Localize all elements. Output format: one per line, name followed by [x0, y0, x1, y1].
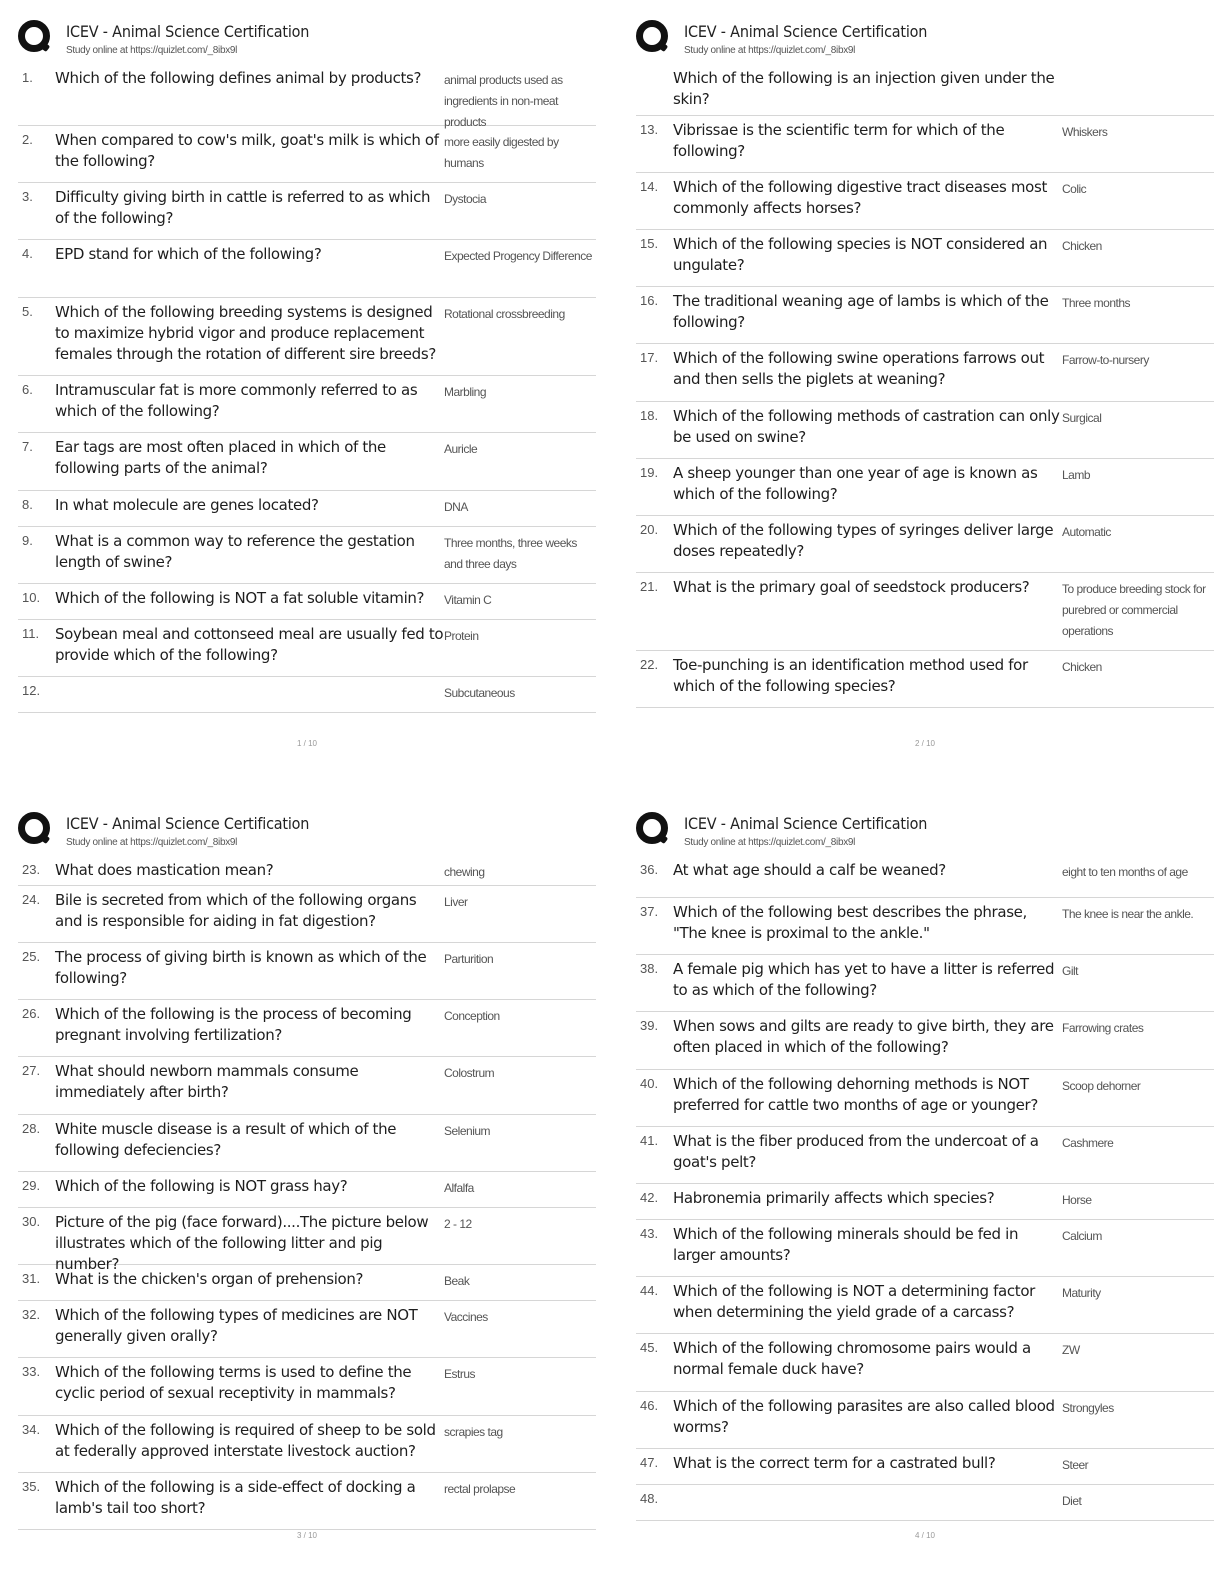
flashcard-row: [636, 573, 1214, 651]
term-question: When compared to cow's milk, goat's milk is which of the following?: [55, 131, 439, 170]
flashcard-row: [636, 1485, 1214, 1521]
term-number: 7.: [22, 439, 33, 454]
term-answer: Conception: [444, 1009, 500, 1023]
term-question: In what molecule are genes located?: [55, 496, 319, 514]
term-number: 21.: [640, 579, 659, 594]
term-answer: Horse: [1062, 1193, 1092, 1207]
term-answer: Lamb: [1062, 468, 1091, 482]
term-question: What does mastication mean?: [55, 861, 274, 879]
term-question: Picture of the pig (face forward)....The picture below illustrates which of the following litter and pig number?: [55, 1213, 429, 1273]
term-number: 18.: [640, 408, 659, 423]
term-question: Which of the following breeding systems is designed to maximize hybrid vigor and produce replacement females through the rotation of different sire breeds?: [55, 303, 436, 363]
flashcard-row: [636, 64, 1214, 116]
term-question: Difficulty giving birth in cattle is referred to as which of the following?: [55, 188, 431, 227]
term-number: 27.: [22, 1063, 41, 1078]
term-number: 44.: [640, 1283, 659, 1298]
quizlet-logo-icon: [18, 20, 50, 52]
document-title: ICEV - Animal Science Certification: [684, 22, 928, 41]
term-answer: Surgical: [1062, 411, 1102, 425]
term-question: What is the correct term for a castrated bull?: [673, 1454, 996, 1472]
term-answer: Automatic: [1062, 525, 1111, 539]
flashcard-list: [18, 856, 596, 1530]
document-title: ICEV - Animal Science Certification: [66, 814, 310, 833]
document-subtitle: Study online at https://quizlet.com/_8ibx9l: [684, 837, 856, 848]
quizlet-logo-icon: [636, 812, 668, 844]
term-number: 35.: [22, 1479, 41, 1494]
term-answer: chewing: [444, 865, 485, 879]
flashcard-row: [636, 459, 1214, 516]
flashcard-row: [18, 376, 596, 433]
term-question: Bile is secreted from which of the following organs and is responsible for aiding in fat digestion?: [55, 891, 417, 930]
term-question: White muscle disease is a result of which of the following defeciencies?: [55, 1120, 397, 1159]
term-question: The traditional weaning age of lambs is which of the following?: [673, 292, 1049, 331]
term-answer: DNA: [444, 500, 468, 514]
term-number: 20.: [640, 522, 659, 537]
term-number: 45.: [640, 1340, 659, 1355]
term-question: Ear tags are most often placed in which of the following parts of the animal?: [55, 438, 386, 477]
term-number: 43.: [640, 1226, 659, 1241]
term-question: What is the chicken's organ of prehension?: [55, 1270, 364, 1288]
term-question: Which of the following is NOT a fat soluble vitamin?: [55, 589, 425, 607]
term-question: Vibrissae is the scientific term for which of the following?: [673, 121, 1005, 160]
term-number: 29.: [22, 1178, 41, 1193]
term-answer: The knee is near the ankle.: [1062, 907, 1194, 921]
flashcard-row: [636, 287, 1214, 344]
page-header: [18, 806, 596, 852]
flashcard-row: [18, 183, 596, 240]
term-number: 19.: [640, 465, 659, 480]
term-question: Which of the following is an injection given under the skin?: [673, 69, 1055, 108]
flashcard-row: [636, 1012, 1214, 1070]
term-answer: Maturity: [1062, 1286, 1101, 1300]
term-number: 36.: [640, 862, 659, 877]
term-number: 38.: [640, 961, 659, 976]
flashcard-row: [18, 1301, 596, 1358]
term-question: Which of the following is required of sheep to be sold at federally approved interstate livestock auction?: [55, 1421, 436, 1460]
term-answer: Beak: [444, 1274, 470, 1288]
term-number: 34.: [22, 1422, 41, 1437]
page-1: [18, 14, 596, 784]
quizlet-logo-icon: [636, 20, 668, 52]
term-number: 33.: [22, 1364, 41, 1379]
term-answer: Estrus: [444, 1367, 476, 1381]
term-number: 17.: [640, 350, 659, 365]
document-subtitle: Study online at https://quizlet.com/_8ibx9l: [66, 45, 238, 56]
flashcard-row: [636, 1392, 1214, 1449]
term-number: 15.: [640, 236, 659, 251]
flashcard-row: [18, 1057, 596, 1115]
term-answer: Whiskers: [1062, 125, 1108, 139]
term-number: 6.: [22, 382, 33, 397]
term-question: Which of the following methods of castration can only be used on swine?: [673, 407, 1060, 446]
term-answer: Colostrum: [444, 1066, 495, 1080]
term-answer: Strongyles: [1062, 1401, 1114, 1415]
term-answer: rectal prolapse: [444, 1482, 516, 1496]
term-number: 3.: [22, 189, 33, 204]
flashcard-row: [636, 230, 1214, 287]
flashcard-row: [636, 1127, 1214, 1184]
flashcard-row: [18, 64, 596, 129]
term-answer: Three months: [1062, 296, 1131, 310]
flashcard-row: [636, 344, 1214, 402]
page-header: [18, 14, 596, 60]
term-question: Which of the following dehorning methods is NOT preferred for cattle two months of age or younger?: [673, 1075, 1038, 1114]
term-question: Toe-punching is an identification method used for which of the following species?: [673, 656, 1028, 695]
term-number: 40.: [640, 1076, 659, 1091]
term-question: What is a common way to reference the gestation length of swine?: [55, 532, 415, 571]
term-question: Intramuscular fat is more commonly referred to as which of the following?: [55, 381, 418, 420]
document-subtitle: Study online at https://quizlet.com/_8ibx9l: [66, 837, 238, 848]
term-number: 39.: [640, 1018, 659, 1033]
flashcard-list: [636, 856, 1214, 1521]
term-question: Which of the following is NOT grass hay?: [55, 1177, 348, 1195]
term-question: Which of the following swine operations farrows out and then sells the piglets at weaning?: [673, 349, 1045, 388]
flashcard-row: [18, 240, 596, 298]
page-number: 3 / 10: [296, 1531, 317, 1540]
flashcard-row: [636, 1220, 1214, 1277]
page-header: [636, 806, 1214, 852]
term-question: Which of the following digestive tract diseases most commonly affects horses?: [673, 178, 1047, 217]
term-question: Which of the following parasites are also called blood worms?: [673, 1397, 1055, 1436]
term-answer: Scoop dehorner: [1062, 1079, 1141, 1093]
term-number: 12.: [22, 683, 41, 698]
flashcard-row: [18, 1265, 596, 1301]
term-answer: Steer: [1062, 1458, 1089, 1472]
term-answer: To produce breeding stock for purebred or commercial operations: [1062, 582, 1206, 638]
term-answer: Expected Progency Difference: [444, 249, 592, 263]
term-question: The process of giving birth is known as which of the following?: [55, 948, 427, 987]
term-question: EPD stand for which of the following?: [55, 245, 322, 263]
document-title: ICEV - Animal Science Certification: [684, 814, 928, 833]
flashcard-row: [636, 1070, 1214, 1127]
flashcard-row: [636, 1184, 1214, 1220]
flashcard-row: [18, 943, 596, 1000]
flashcard-list: [636, 64, 1214, 708]
term-answer: Farrow-to-nursery: [1062, 353, 1149, 367]
flashcard-row: [18, 1115, 596, 1172]
term-number: 37.: [640, 904, 659, 919]
page-4: [636, 806, 1214, 1576]
term-number: 48.: [640, 1491, 659, 1506]
term-number: 16.: [640, 293, 659, 308]
term-answer: 2 - 12: [444, 1217, 472, 1231]
term-number: 30.: [22, 1214, 41, 1229]
term-answer: Dystocia: [444, 192, 487, 206]
page-number: 1 / 10: [296, 739, 317, 748]
term-question: Habronemia primarily affects which species?: [673, 1189, 995, 1207]
term-question: Which of the following terms is used to define the cyclic period of sexual receptivity in mammals?: [55, 1363, 412, 1402]
term-answer: Alfalfa: [444, 1181, 474, 1195]
page-3: [18, 806, 596, 1576]
term-number: 2.: [22, 132, 33, 147]
flashcard-row: [636, 898, 1214, 955]
term-answer: eight to ten months of age: [1062, 865, 1188, 879]
term-question: Which of the following is the process of becoming pregnant involving fertilization?: [55, 1005, 412, 1044]
term-answer: Vitamin C: [444, 593, 492, 607]
term-number: 5.: [22, 304, 33, 319]
term-number: 42.: [640, 1190, 659, 1205]
term-answer: Farrowing crates: [1062, 1021, 1144, 1035]
page-number: 4 / 10: [914, 1531, 935, 1540]
term-answer: Diet: [1062, 1494, 1082, 1508]
term-number: 14.: [640, 179, 659, 194]
term-answer: Cashmere: [1062, 1136, 1114, 1150]
flashcard-row: [636, 1334, 1214, 1392]
term-number: 46.: [640, 1398, 659, 1413]
term-number: 47.: [640, 1455, 659, 1470]
term-number: 9.: [22, 533, 33, 548]
term-answer: Selenium: [444, 1124, 491, 1138]
term-question: Which of the following is a side-effect of docking a lamb's tail too short?: [55, 1478, 416, 1517]
term-answer: Colic: [1062, 182, 1087, 196]
flashcard-row: [18, 527, 596, 584]
term-number: 22.: [640, 657, 659, 672]
term-answer: Calcium: [1062, 1229, 1102, 1243]
term-number: 25.: [22, 949, 41, 964]
term-question: What is the fiber produced from the undercoat of a goat's pelt?: [673, 1132, 1039, 1171]
term-question: Which of the following defines animal by products?: [55, 69, 422, 87]
page-header: [636, 14, 1214, 60]
document-title: ICEV - Animal Science Certification: [66, 22, 310, 41]
flashcard-row: [18, 1473, 596, 1530]
quizlet-logo-icon: [18, 812, 50, 844]
flashcard-row: [18, 886, 596, 943]
term-answer: Chicken: [1062, 660, 1102, 674]
term-number: 31.: [22, 1271, 41, 1286]
flashcard-row: [636, 402, 1214, 459]
flashcard-row: [18, 491, 596, 527]
term-number: 41.: [640, 1133, 659, 1148]
document-subtitle: Study online at https://quizlet.com/_8ibx9l: [684, 45, 856, 56]
flashcard-row: [18, 1000, 596, 1057]
flashcard-row: [636, 651, 1214, 708]
term-answer: animal products used as ingredients in non-meat products: [444, 73, 563, 129]
page-2: [636, 14, 1214, 784]
flashcard-row: [636, 1449, 1214, 1485]
term-answer: Liver: [444, 895, 468, 909]
term-question: When sows and gilts are ready to give birth, they are often placed in which of the following?: [673, 1017, 1054, 1056]
term-question: A female pig which has yet to have a litter is referred to as which of the following?: [673, 960, 1055, 999]
term-answer: ZW: [1062, 1343, 1080, 1357]
flashcard-row: [636, 516, 1214, 573]
term-number: 1.: [22, 70, 33, 85]
term-answer: Protein: [444, 629, 479, 643]
term-number: 32.: [22, 1307, 41, 1322]
term-number: 4.: [22, 246, 33, 261]
flashcard-row: [18, 1358, 596, 1416]
term-question: Which of the following best describes the phrase, "The knee is proximal to the ankle.": [673, 903, 1027, 942]
term-number: 28.: [22, 1121, 41, 1136]
flashcard-row: [18, 126, 596, 183]
term-question: Which of the following chromosome pairs would a normal female duck have?: [673, 1339, 1031, 1378]
flashcard-list: [18, 64, 596, 713]
flashcard-row: [18, 620, 596, 677]
term-answer: Auricle: [444, 442, 478, 456]
term-question: A sheep younger than one year of age is known as which of the following?: [673, 464, 1038, 503]
flashcard-row: [636, 856, 1214, 898]
term-answer: Gilt: [1062, 964, 1078, 978]
term-answer: Subcutaneous: [444, 686, 515, 700]
term-number: 10.: [22, 590, 41, 605]
term-answer: Parturition: [444, 952, 494, 966]
term-question: What is the primary goal of seedstock producers?: [673, 578, 1030, 596]
flashcard-row: [18, 1416, 596, 1473]
term-answer: Rotational crossbreeding: [444, 307, 565, 321]
term-question: Soybean meal and cottonseed meal are usually fed to provide which of the following?: [55, 625, 444, 664]
flashcard-row: [18, 1172, 596, 1208]
term-number: 23.: [22, 862, 41, 877]
term-question: Which of the following types of syringes deliver large doses repeatedly?: [673, 521, 1054, 560]
term-number: 8.: [22, 497, 33, 512]
term-number: 11.: [22, 626, 40, 641]
flashcard-row: [636, 955, 1214, 1012]
term-question: What should newborn mammals consume immediately after birth?: [55, 1062, 359, 1101]
term-number: 26.: [22, 1006, 41, 1021]
term-number: 13.: [640, 122, 659, 137]
flashcard-row: [636, 116, 1214, 173]
term-question: Which of the following minerals should be fed in larger amounts?: [673, 1225, 1019, 1264]
flashcard-row: [18, 298, 596, 376]
flashcard-row: [18, 1208, 596, 1273]
term-question: Which of the following species is NOT considered an ungulate?: [673, 235, 1048, 274]
term-answer: Three months, three weeks and three days: [444, 536, 577, 571]
term-answer: Vaccines: [444, 1310, 488, 1324]
term-question: Which of the following is NOT a determining factor when determining the yield grade of a carcass?: [673, 1282, 1035, 1321]
term-question: At what age should a calf be weaned?: [673, 861, 946, 879]
flashcard-row: [18, 856, 596, 886]
flashcard-row: [636, 1277, 1214, 1334]
term-answer: more easily digested by humans: [444, 135, 559, 170]
term-question: Which of the following types of medicines are NOT generally given orally?: [55, 1306, 418, 1345]
page-number: 2 / 10: [914, 739, 935, 748]
flashcard-row: [18, 584, 596, 620]
flashcard-row: [636, 173, 1214, 230]
term-answer: Marbling: [444, 385, 487, 399]
term-answer: Chicken: [1062, 239, 1102, 253]
flashcard-row: [18, 433, 596, 491]
term-number: 24.: [22, 892, 41, 907]
term-answer: scrapies tag: [444, 1425, 503, 1439]
flashcard-row: [18, 677, 596, 713]
